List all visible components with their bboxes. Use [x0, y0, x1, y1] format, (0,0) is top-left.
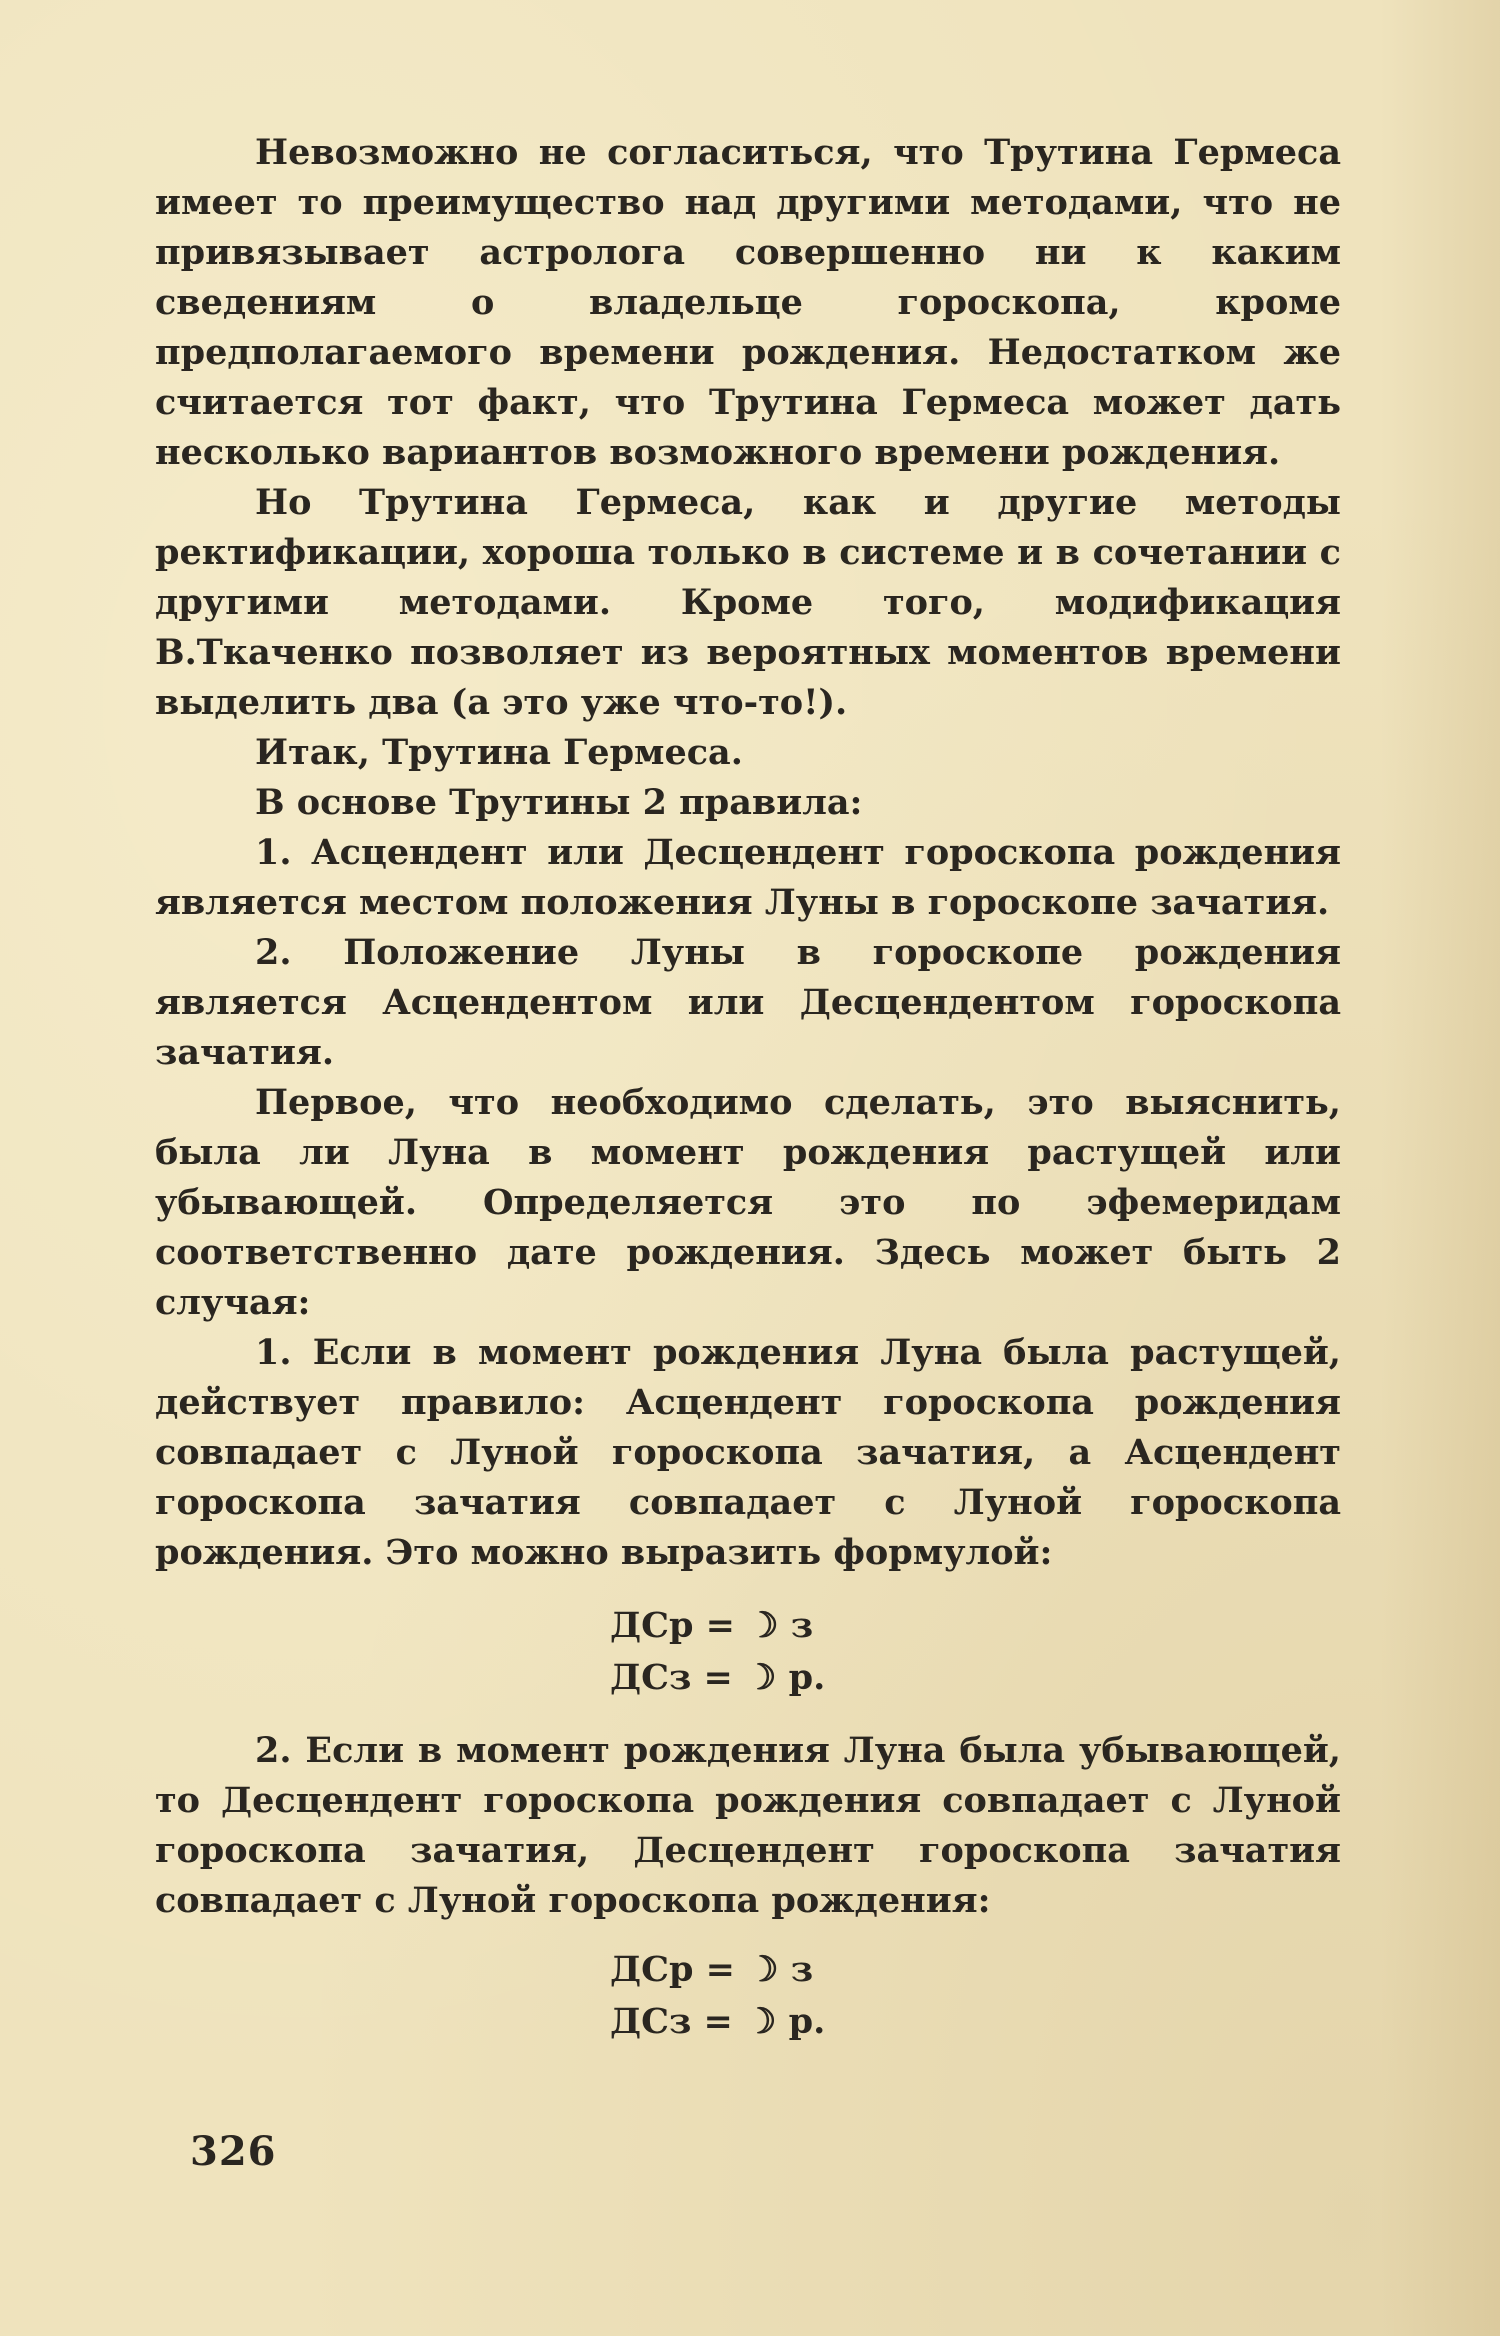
body-text: [155, 128, 1341, 2048]
formula-lhs: ДСр =: [610, 1949, 735, 1990]
moon-icon: ☽: [745, 1657, 777, 1698]
formula-line: [610, 1944, 1341, 1996]
moon-icon: ☽: [747, 1605, 779, 1646]
formula-lhs: ДСз =: [610, 2001, 733, 2042]
paragraph: 2. Положение Луны в гороскопе рождения является Асцендентом или Десцендентом гороскопа зачатия.: [155, 932, 1341, 1073]
formula-rhs: р.: [788, 1657, 826, 1698]
formula-line: [610, 1652, 1341, 1704]
paragraph: Итак, Трутина Гермеса.: [255, 732, 743, 773]
moon-icon: ☽: [745, 2001, 777, 2042]
formula-rhs: з: [790, 1949, 814, 1990]
paragraph: В основе Трутины 2 правила:: [255, 782, 863, 823]
paragraph: 2. Если в момент рождения Луна была убывающей, то Десцендент гороскопа рождения совпадает с Луной гороскопа зачатия, Десцендент гороскопа зачатия совпадает с Луной гороскопа рождения:: [155, 1730, 1341, 1921]
moon-icon: ☽: [747, 1949, 779, 1990]
formula-line: [610, 1600, 1341, 1652]
formula-line: [610, 1996, 1341, 2048]
formula-lhs: ДСз =: [610, 1657, 733, 1698]
paragraph: Невозможно не согласиться, что Трутина Гермеса имеет то преимущество над другими методами, что не привязывает астролога совершенно ни к каким сведениям о владельце гороскопа, кроме предполагаемого времени рождения. Недостатком же считается тот факт, что Трутина Гермеса может дать несколько вариантов возможного времени рождения.: [155, 132, 1341, 473]
paragraph: 1. Если в момент рождения Луна была растущей, действует правило: Асцендент гороскопа рождения совпадает с Луной гороскопа зачатия, а Асцендент гороскопа зачатия совпадает с Луной гороскопа рождения. Это можно выразить формулой:: [155, 1332, 1341, 1573]
formula-growing-moon: [155, 1578, 1341, 1726]
formula-rhs: р.: [788, 2001, 826, 2042]
formula-lhs: ДСр =: [610, 1605, 735, 1646]
paragraph: Но Трутина Гермеса, как и другие методы ректификации, хороша только в системе и в сочетании с другими методами. Кроме того, модификация В.Ткаченко позволяет из вероятных моментов времени выделить два (а это уже что-то!).: [155, 482, 1341, 723]
paragraph: Первое, что необходимо сделать, это выяснить, была ли Луна в момент рождения растущей или убывающей. Определяется это по эфемеридам соответственно дате рождения. Здесь может быть 2 случая:: [155, 1082, 1341, 1323]
formula-waning-moon: [155, 1926, 1341, 2048]
formula-rhs: з: [790, 1605, 814, 1646]
paragraph: 1. Асцендент или Десцендент гороскопа рождения является местом положения Луны в гороскопе зачатия.: [155, 832, 1341, 923]
page-number: 326: [190, 2128, 277, 2175]
